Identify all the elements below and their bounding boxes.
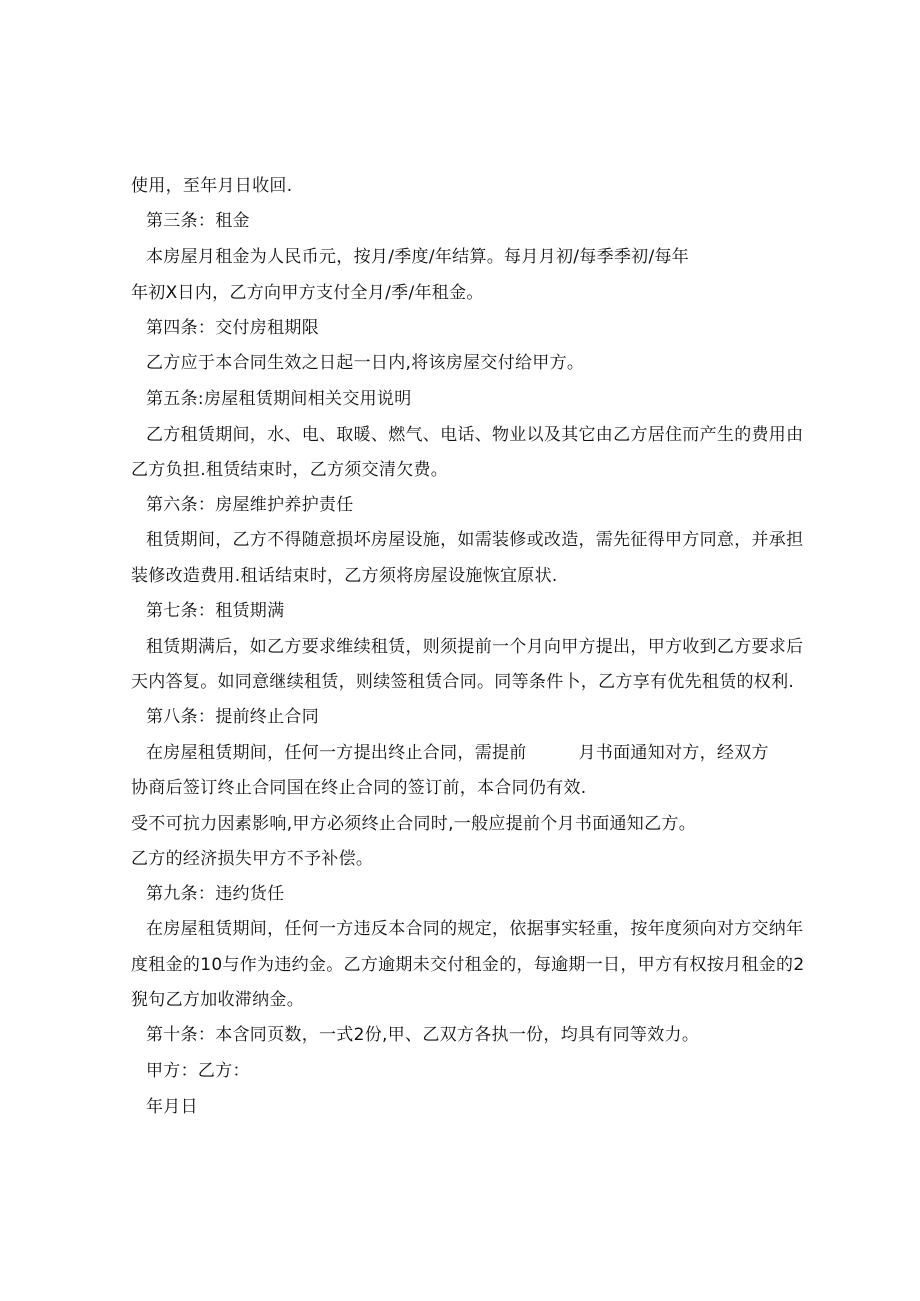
paragraph-line: 度租金的10与作为违约金。乙方逾期未交付租金的，每逾期一日，甲方有权按月租金的2 <box>131 955 805 975</box>
signature-parties: 甲方：乙方： <box>146 1061 250 1081</box>
paragraph-line: 年初X日内，乙方向甲方支付全月/季/年租金。 <box>131 283 484 303</box>
article-heading: 第六条：房屋维护养护责任 <box>146 495 354 515</box>
paragraph-line: 乙方应于本合同生效之日起一日内,将该房屋交付给甲方。 <box>146 353 585 373</box>
article-heading: 第五条:房屋租赁期间相关交用说明 <box>146 389 412 409</box>
article-heading: 第九条：违约货任 <box>146 884 285 904</box>
article-heading: 第八条：提前终止合同 <box>146 707 319 727</box>
paragraph-line: 在房屋租赁期间，任何一方提出终止合同，需提前 月书面通知对方，经双方 <box>146 743 769 763</box>
paragraph-line: 使用，至年月日收回. <box>131 176 293 196</box>
article-heading: 第十条：本含同页数，一式2份,甲、乙双方各执一份，均具有同等效力。 <box>146 1025 700 1045</box>
paragraph-line: 装修改造费用.租话结束时，乙方须将房屋设施恢宜原状. <box>131 566 558 586</box>
paragraph-line: 乙方负担.租赁结束时，乙方须交清欠费。 <box>131 460 449 480</box>
article-heading: 第七条：租赁期满 <box>146 601 285 621</box>
paragraph-line: 乙方的经济损失甲方不予补偿。 <box>131 849 374 869</box>
paragraph-line: 乙方租赁期间，水、电、取暖、燃气、电话、物业以及其它由乙方居住而产生的费用由 <box>146 425 804 445</box>
signature-date: 年月日 <box>146 1097 198 1117</box>
paragraph-line: 在房屋租赁期间，任何一方违反本合同的规定，依据事实轻重，按年度须向对方交纳年 <box>146 919 804 939</box>
paragraph-line: 协商后签订终止合同国在终止合同的签订前，本合同仍有效. <box>131 778 587 798</box>
paragraph-line: 本房屋月租金为人民币元，按月/季度/年结算。每月月初/每季季初/每年 <box>146 247 690 267</box>
paragraph-line: 租赁期满后，如乙方要求维续租赁，则须提前一个月向甲方提出，甲方收到乙方要求后 <box>146 637 804 657</box>
paragraph-line: 受不可抗力因素影响,甲方必须终止合同时,一般应提前个月书面通知乙方。 <box>131 814 697 834</box>
paragraph-line: 租赁期间，乙方不得随意损坏房屋设施，如需装修或改造，需先征得甲方同意，并承担 <box>146 530 804 550</box>
article-heading: 第四条：交付房租期限 <box>146 318 319 338</box>
paragraph-line: 猊句乙方加收滞纳金。 <box>131 990 304 1010</box>
paragraph-line: 天内答复。如同意继续租赁，则续签租赁合同。同等条件卜，乙方享有优先租赁的权利. <box>131 672 795 692</box>
article-heading: 第三条：租金 <box>146 211 250 231</box>
